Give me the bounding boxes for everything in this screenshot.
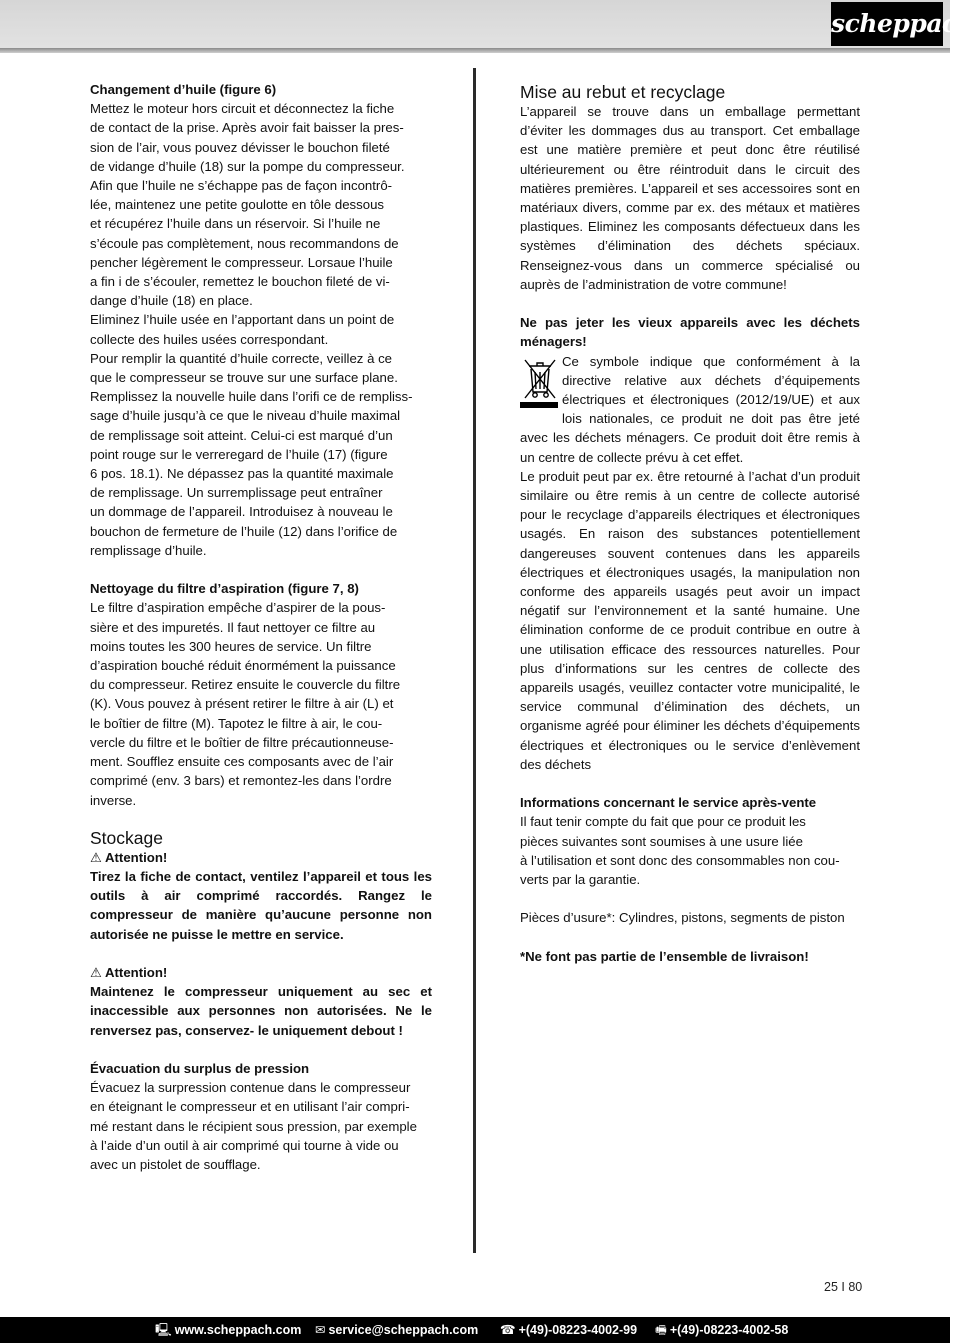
- delivery-footnote: *Ne font pas partie de l’ensemble de livraison!: [520, 948, 809, 964]
- header-bar: [0, 0, 950, 48]
- text-line: de remplissage. Un surremplissage peut entraîner: [90, 485, 383, 501]
- text-line: a fin i de s’écouler, remettez le bouchon fileté de vi-: [90, 274, 390, 290]
- text-line: collecte des huiles usées correspondant.: [90, 331, 329, 347]
- weee-text-1: Ce symbole indique que conformément à la directive relative aux déchets d’équipements électriques et électroniques (2012/19/UE) et aux lois nationales, ce produit ne doit pas être jeté avec les déchets ménagers. Ce produit doit être remis à un centre de collecte prévu à cet effet.: [520, 353, 860, 465]
- text-line: de remplissage soit atteint. Celui-ci est marqué d’un: [90, 427, 393, 443]
- text-line: avec un pistolet de soufflage.: [90, 1156, 261, 1172]
- footer-phone: ☎ +(49)-08223-4002-99: [500, 1323, 638, 1337]
- text-line: Afin que l’huile ne s’échappe pas de façon incontrô-: [90, 178, 393, 194]
- pressure-body: [90, 1078, 432, 1174]
- page-number: 25 I 80: [824, 1280, 863, 1294]
- text-line: Eliminez l’huile usée en l’apportant dans un point de: [90, 312, 395, 328]
- text-line: remplissage d’huile.: [90, 542, 207, 558]
- attention-label: Attention!: [105, 964, 168, 980]
- disposal-heading: Mise au rebut et recyclage: [520, 82, 726, 102]
- right-column: [520, 80, 860, 966]
- scheppach-logo: scheppach: [831, 2, 943, 46]
- text-line: bouchon de fermeture de l’huile (12) dans l’orifice de: [90, 523, 398, 539]
- storage-heading: Stockage: [90, 827, 163, 848]
- footer-fax: 🖷 +(49)-08223-4002-58: [655, 1323, 789, 1337]
- computer-icon: 🖳: [155, 1323, 172, 1337]
- weee-text-2: Le produit peut par ex. être retourné à l’achat d’un produit similaire ou être remis à un centre de collecte autorisé pour le recyclage d’appareils électriques et électroniques usagés. En raison des substances potentiellement dangereuses souvent contenues dans les appareils électriques et électroniques usagés, la manipulation non conforme des appareils usagés peut avoir un impact négatif sur l’environnement et la santé humaine. Une élimination conforme de ce produit contribue en outre à une utilisation efficace des ressources naturelles. Pour plus d’informations sur les centres de collecte des appareils usagés, veuillez contacter votre municipalité, le service communal d’élimination des déchets, un organisme agréé pour éliminer les déchets d’équipements électriques et électroniques ou le service d’enlèvement des déchets: [520, 468, 860, 772]
- footer-website[interactable]: 🖳 www.scheppach.com: [155, 1323, 302, 1337]
- text-line: que le compresseur se trouve sur une surface plane.: [90, 370, 398, 386]
- text-line: pièces suivantes sont soumises à une usure liée: [520, 833, 803, 849]
- filter-heading: Nettoyage du filtre d’aspiration (figure 7, 8): [90, 581, 359, 597]
- service-body: [520, 812, 860, 889]
- email-icon: ✉: [315, 1323, 326, 1337]
- text-line: dange d’huile (18) en place.: [90, 293, 253, 309]
- weee-section: [520, 313, 860, 774]
- phone-icon: ☎: [500, 1323, 516, 1337]
- crossed-out-wheelie-bin-icon: [520, 352, 560, 410]
- text-line: lée, maintenez une petite goulotte en tôle dessous: [90, 197, 384, 213]
- storage-warning-1: Tirez la fiche de contact, ventilez l’appareil et tous les outils à air comprimé raccordés. Rangez le compresseur de manière qu’aucune personne non autorisée ne puisse le mettre en service.: [90, 868, 432, 942]
- filter-section: [90, 579, 432, 809]
- oil-change-heading: Changement d’huile (figure 6): [90, 82, 277, 97]
- text-line: un dommage de l’appareil. Introduisez à nouveau le: [90, 504, 393, 520]
- weee-heading: Ne pas jeter les vieux appareils avec les déchets ménagers!: [520, 315, 860, 350]
- text-line: du compresseur. Retirez ensuite le couvercle du filtre: [90, 677, 401, 693]
- text-line: vercle du filtre et le boîtier de filtre précautionneuse-: [90, 734, 394, 750]
- oil-change-body: [90, 99, 432, 560]
- attention-label: Attention!: [105, 849, 168, 865]
- text-line: Il faut tenir compte du fait que pour ce produit les: [520, 814, 806, 830]
- footer-email[interactable]: ✉ service@scheppach.com: [315, 1323, 479, 1337]
- service-section: [520, 793, 860, 966]
- footer-bar: [0, 1317, 950, 1343]
- text-line: en éteignant le compresseur et en utilisant l’air compri-: [90, 1099, 410, 1115]
- fax-icon: 🖷: [655, 1323, 667, 1337]
- pressure-heading: Évacuation du surplus de pression: [90, 1060, 310, 1076]
- pressure-section: [90, 1059, 432, 1174]
- storage-section: [90, 826, 432, 1040]
- text-line: point rouge sur le verreregard de l’huile (17) (figure: [90, 446, 388, 462]
- text-line: à l’utilisation et sont donc des consommables non cou-: [520, 852, 840, 868]
- storage-warning-2: Maintenez le compresseur uniquement au sec et inaccessible aux personnes non autorisées. Ne le renversez pas, conservez- le uniquement debout !: [90, 984, 432, 1038]
- text-line: le boîtier de filtre (M). Tapotez le filtre à air, le cou-: [90, 715, 383, 731]
- wear-parts: Pièces d’usure*: Cylindres, pistons, segments de piston: [520, 910, 845, 926]
- text-line: comprimé (env. 3 bars) et remontez-les dans l’ordre: [90, 773, 392, 789]
- text-line: et récupérez l’huile dans un réservoir. Si l’huile ne: [90, 216, 381, 232]
- text-line: Évacuez la surpression contenue dans le compresseur: [90, 1080, 411, 1096]
- text-line: sion de l’air, vous pouvez dévisser le bouchon fileté: [90, 139, 390, 155]
- text-line: Le filtre d’aspiration empêche d’aspirer de la pous-: [90, 600, 386, 616]
- text-line: verts par la garantie.: [520, 872, 641, 888]
- text-line: d’aspiration bouché réduit énormément la puissance: [90, 658, 396, 674]
- text-line: ment. Soufflez ensuite ces composants avec de l’air: [90, 754, 394, 770]
- text-line: Remplissez la nouvelle huile dans l’orifi ce de rempliss-: [90, 389, 413, 405]
- text-line: (K). Vous pouvez à présent retirer le filtre à air (L) et: [90, 696, 394, 712]
- filter-body: [90, 598, 432, 809]
- header-shadow-line: [0, 48, 950, 53]
- text-line: 6 pos. 18.1). Ne dépassez pas la quantité maximale: [90, 466, 394, 482]
- text-line: Pour remplir la quantité d’huile correcte, veillez à ce: [90, 350, 392, 366]
- disposal-section: [520, 80, 860, 294]
- text-line: s’écoule pas complètement, nous recommandons de: [90, 235, 399, 251]
- text-line: de contact de la prise. Après avoir fait baisser la pres-: [90, 120, 404, 136]
- text-line: sage d’huile jusqu’à ce que le niveau d’huile maximal: [90, 408, 401, 424]
- text-line: inverse.: [90, 792, 137, 808]
- warning-triangle-icon: ⚠: [90, 849, 102, 865]
- text-line: de vidange d’huile (18) sur la pompe du compresseur.: [90, 158, 405, 174]
- text-line: pencher légèrement le compresseur. Lorsaue l’huile: [90, 254, 393, 270]
- text-line: Mettez le moteur hors circuit et déconnectez la fiche: [90, 101, 395, 117]
- text-line: sière et des impuretés. Il faut nettoyer ce filtre au: [90, 619, 376, 635]
- oil-change-section: [90, 80, 432, 560]
- text-line: à l’aide d’un outil à air comprimé qui tourne à vide ou: [90, 1137, 399, 1153]
- left-column: [90, 80, 432, 1174]
- warning-triangle-icon: ⚠: [90, 964, 102, 980]
- column-divider: [473, 68, 476, 1253]
- disposal-text: L’appareil se trouve dans un emballage permettant d’éviter les dommages dus au transport. Cet emballage est une matière première et peut donc être réutilisé ultérieurement ou être réintroduit dans le circuit des matières premières. L’appareil et ses accessoires sont en matériaux divers, comme par ex. des métaux et matières plastiques. Eliminez les composants défectueux dans les systèmes d’élimination des déchets spéciaux. Renseignez-vous dans un commerce spécialisé ou auprès de l’administration de votre commune!: [520, 104, 860, 292]
- text-line: mé restant dans le récipient sous pression, par exemple: [90, 1118, 417, 1134]
- service-heading: Informations concernant le service après-vente: [520, 795, 817, 811]
- text-line: moins toutes les 300 heures de service. Un filtre: [90, 638, 372, 654]
